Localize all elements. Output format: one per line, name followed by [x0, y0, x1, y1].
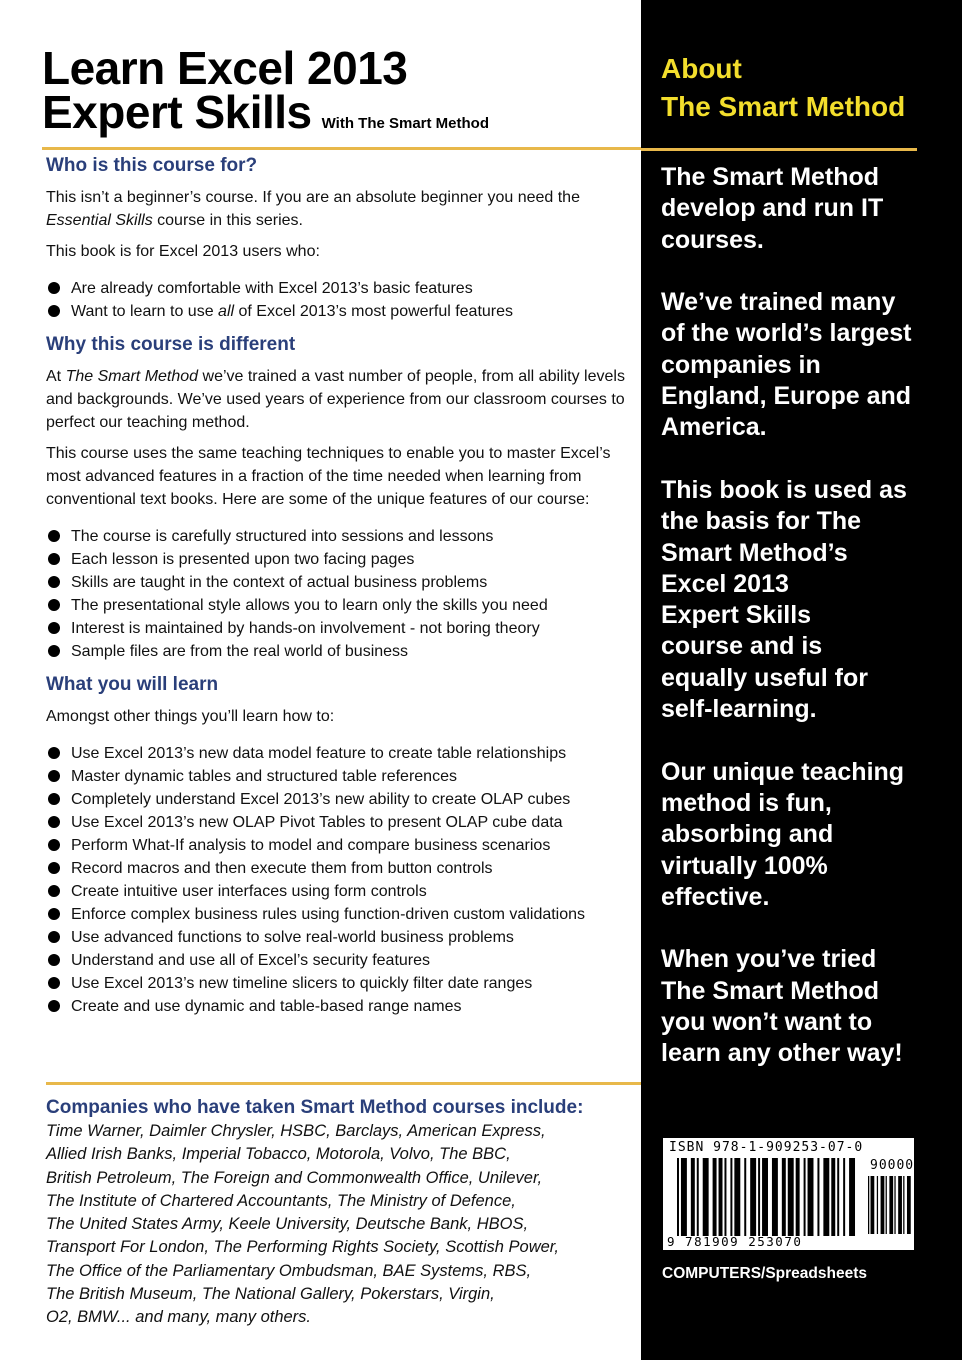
- about-paragraph: When you’ve tried The Smart Method you won’t want to learn any other way!: [661, 945, 903, 1068]
- about-divider: [641, 148, 917, 151]
- why-paragraph-1: At The Smart Method we’ve trained a vast number of people, from all ability levels and backgrounds. We’ve used years of experience from our classroom courses to perfect our teaching method.: [46, 368, 625, 431]
- barcode-bar: [903, 1176, 904, 1234]
- barcode-bar: [750, 1158, 756, 1236]
- about-heading-line-2: The Smart Method: [661, 91, 906, 122]
- barcode-bar: [817, 1158, 819, 1236]
- who-paragraph-2: This book is for Excel 2013 users who:: [46, 243, 320, 260]
- barcode-bar: [788, 1158, 794, 1236]
- list-item: Create intuitive user interfaces using form controls: [46, 880, 636, 903]
- list-item: Use Excel 2013’s new OLAP Pivot Tables to present OLAP cube data: [46, 811, 636, 834]
- about-heading-line-1: About: [661, 53, 742, 84]
- barcode-bar: [894, 1176, 895, 1234]
- price-code: 90000: [870, 1158, 915, 1173]
- title-line-1: Learn Excel 2013: [42, 42, 408, 94]
- barcode-bar: [823, 1158, 829, 1236]
- about-text: [661, 162, 951, 1101]
- barcode-bar: [772, 1158, 778, 1236]
- companies-section: [46, 1096, 636, 1330]
- who-bullet-list: [46, 277, 636, 323]
- list-item: Create and use dynamic and table-based range names: [46, 995, 636, 1018]
- list-item: Enforce complex business rules using function-driven custom validations: [46, 903, 636, 926]
- barcode-bar: [868, 1176, 869, 1234]
- title-divider: [42, 147, 641, 150]
- list-item: The course is carefully structured into sessions and lessons: [46, 525, 636, 548]
- why-heading: Why this course is different: [46, 334, 296, 355]
- list-item: Understand and use all of Excel’s security features: [46, 949, 636, 972]
- list-item: Sample files are from the real world of business: [46, 640, 636, 663]
- list-item: Interest is maintained by hands-on involvement - not boring theory: [46, 617, 636, 640]
- about-heading: [661, 50, 905, 126]
- list-item: Perform What-If analysis to model and compare business scenarios: [46, 834, 636, 857]
- barcode-bar: [724, 1158, 726, 1236]
- who-paragraph-1: This isn’t a beginner’s course. If you are an absolute beginner you need the Essential Skills course in this series.: [46, 189, 580, 229]
- barcode-bar: [804, 1158, 806, 1236]
- about-paragraph: The Smart Method develop and run IT courses.: [661, 163, 884, 254]
- barcode-bar: [871, 1176, 875, 1234]
- list-item: Use Excel 2013’s new data model feature to create table relationships: [46, 742, 636, 765]
- barcode-bar: [837, 1158, 839, 1236]
- price-barcode-bars: [868, 1176, 912, 1234]
- barcode-bar: [713, 1158, 717, 1236]
- learn-heading: What you will learn: [46, 674, 219, 695]
- barcode-bar: [877, 1176, 878, 1234]
- barcode-bar: [886, 1176, 887, 1234]
- companies-list: Time Warner, Daimler Chrysler, HSBC, Barclays, American Express, Allied Irish Banks, Imperial Tobacco, Motorola, Volvo, The BBC, British Petroleum, The Foreign and Commonwealth Office, Unilever, The Institute of Chartered Accountants, The Ministry of Defence, The United States Army, Keele University, Deutsche Bank, HBOS, Transport For London, The Performing Rights Society, Scottish Power, The Office of the Parliamentary Ombudsman, BAE Systems, RBS, The British Museum, The National Gallery, Pokerstars, Virgin, O2, BMW... and many, many others.: [46, 1122, 559, 1327]
- barcode-bar: [691, 1158, 695, 1236]
- list-item: Each lesson is presented upon two facing pages: [46, 548, 636, 571]
- barcode-bar: [730, 1158, 732, 1236]
- barcode-bar: [843, 1158, 845, 1236]
- barcode-bar: [758, 1158, 760, 1236]
- book-title: [42, 42, 489, 146]
- learn-bullet-list: [46, 742, 636, 1018]
- barcode-bar: [849, 1158, 855, 1236]
- barcode-bar: [744, 1158, 746, 1236]
- barcode-bar: [734, 1158, 740, 1236]
- list-item: Master dynamic tables and structured table references: [46, 765, 636, 788]
- list-item: Are already comfortable with Excel 2013’s basic features: [46, 277, 636, 300]
- barcode-bar: [703, 1158, 709, 1236]
- list-item: The presentational style allows you to learn only the skills you need: [46, 594, 636, 617]
- title-line-2: Expert Skills: [42, 86, 312, 138]
- learn-intro: Amongst other things you’ll learn how to:: [46, 708, 335, 725]
- list-item: Want to learn to use all of Excel 2013’s most powerful features: [46, 300, 636, 323]
- why-paragraph-2: This course uses the same teaching techniques to enable you to master Excel’s most advanced features in a fraction of the time needed when learning from conventional text books. Here are some of the unique features of our course:: [46, 445, 611, 508]
- title-subtitle: With The Smart Method: [321, 115, 489, 132]
- list-item: Skills are taught in the context of actual business problems: [46, 571, 636, 594]
- list-item: Record macros and then execute them from button controls: [46, 857, 636, 880]
- course-description: [46, 154, 636, 1028]
- about-paragraph: Our unique teaching method is fun, absorbing and virtually 100% effective.: [661, 757, 905, 911]
- barcode-bar: [681, 1158, 687, 1236]
- barcode-bar: [677, 1158, 679, 1236]
- isbn-barcode: [661, 1136, 916, 1252]
- list-item: Completely understand Excel 2013’s new ability to create OLAP cubes: [46, 788, 636, 811]
- barcode-bar: [762, 1158, 768, 1236]
- barcode-bar: [881, 1176, 885, 1234]
- barcode-bar: [697, 1158, 699, 1236]
- barcode-bar: [898, 1176, 902, 1234]
- category-label: COMPUTERS/Spreadsheets: [662, 1265, 867, 1282]
- barcode-bar: [889, 1176, 893, 1234]
- companies-divider: [46, 1082, 641, 1085]
- about-paragraph: We’ve trained many of the world’s largest companies in England, Europe and America.: [661, 288, 912, 442]
- why-bullet-list: [46, 525, 636, 663]
- barcode-bars: [677, 1158, 857, 1236]
- isbn-number: ISBN 978-1-909253-07-0: [669, 1140, 864, 1155]
- about-paragraph: This book is used as the basis for The Smart Method’s Excel 2013 Expert Skills course and is equally useful for self-learning.: [661, 475, 907, 724]
- list-item: Use advanced functions to solve real-world business problems: [46, 926, 636, 949]
- list-item: Use Excel 2013’s new timeline slicers to quickly filter date ranges: [46, 972, 636, 995]
- barcode-bar: [808, 1158, 814, 1236]
- barcode-bar: [719, 1158, 723, 1236]
- who-heading: Who is this course for?: [46, 155, 258, 176]
- companies-heading: Companies who have taken Smart Method courses include:: [46, 1097, 584, 1118]
- barcode-bar: [907, 1176, 911, 1234]
- ean-number: 9 781909 253070: [667, 1234, 803, 1249]
- barcode-bar: [796, 1158, 800, 1236]
- barcode-bar: [831, 1158, 835, 1236]
- barcode-bar: [782, 1158, 786, 1236]
